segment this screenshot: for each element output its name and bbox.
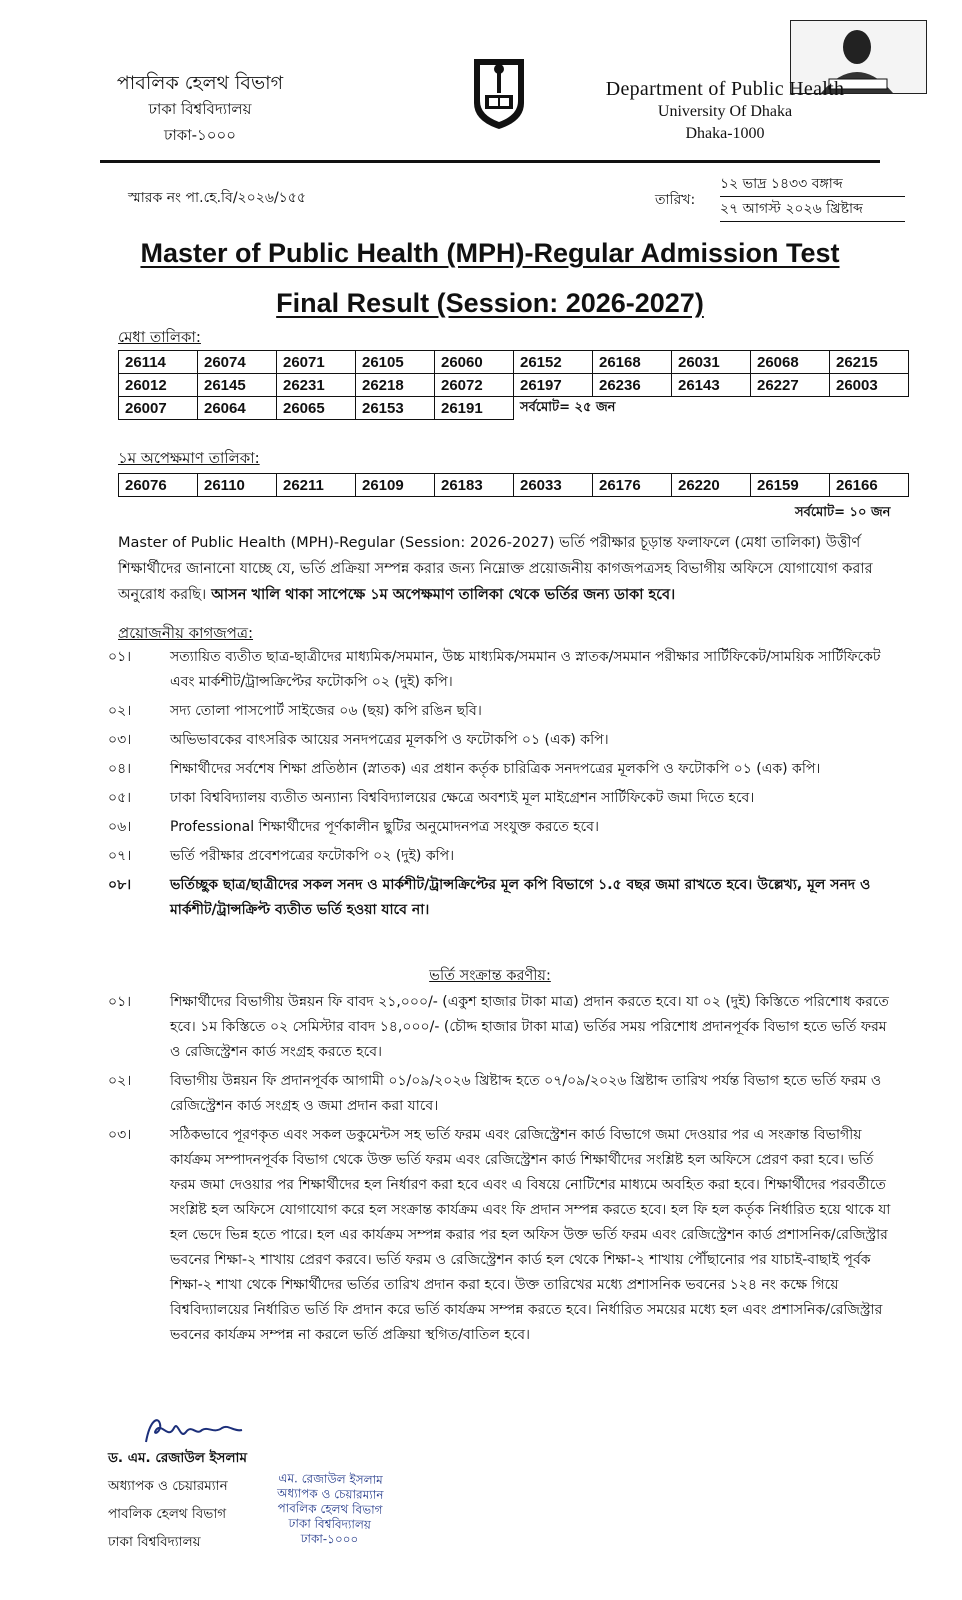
actions-list [108, 990, 898, 1352]
waiting-list-label: ১ম অপেক্ষমাণ তালিকা: [118, 449, 260, 467]
merit-list-label: মেধা তালিকা: [118, 328, 201, 346]
item-number: ০২। [108, 703, 132, 719]
waiting-cell: 26183 [435, 474, 514, 497]
item-text: Professional শিক্ষার্থীদের পূর্ণকালীন ছুটির অনুমোদনপত্র সংযুক্ত করতে হবে। [170, 819, 599, 835]
merit-cell: 26114 [119, 351, 198, 374]
waiting-cell: 26076 [119, 474, 198, 497]
header-left [100, 70, 300, 148]
list-item [108, 1069, 898, 1119]
merit-cell: 26227 [751, 374, 830, 397]
merit-cell: 26218 [356, 374, 435, 397]
merit-cell: 26168 [593, 351, 672, 374]
item-text: ঢাকা বিশ্ববিদ্যালয় ব্যতীত অন্যান্য বিশ্ববিদ্যালয়ের ক্ষেত্রে অবশ্যই মূল মাইগ্রেশন সার্টিফিকেট জমা দিতে হবে। [170, 790, 755, 806]
list-item [108, 873, 898, 923]
item-text: সত্যায়িত ব্যতীত ছাত্র-ছাত্রীদের মাধ্যমিক/সমমান, উচ্চ মাধ্যমিক/সমমান ও স্নাতক/সমমান পরীক্ষার সার্টিফিকেট/সাময়িক সার্টিফিকেট এবং মার্কশীট/ট্রান্সক্রিপ্টের ফটোকপি ০২ (দুই) কপি। [170, 649, 881, 690]
item-text: সঠিকভাবে পূরণকৃত এবং সকল ডকুমেন্টস সহ ভর্তি ফরম এবং রেজিস্ট্রেশন কার্ড বিভাগে জমা দেওয়ার পর এ সংক্রান্ত বিভাগীয় কার্যক্রম সম্পাদনপূর্বক বিভাগ থেকে উক্ত ভর্তি ফরম এবং রেজিস্ট্রেশন কার্ড শিক্ষার্থীদের সংশ্লিষ্ট হল অফিসে প্রেরণ করা হবে। ভর্তি ফরম জমা দেওয়ার পর শিক্ষার্থীদের হল নির্ধারণ করা হবে এবং এ বিষয়ে নোটিশের মাধ্যমে অবহিত করা হবে। শিক্ষার্থীদের পরবর্তীতে সংশ্লিষ্ট হল অফিসে যোগাযোগ করে হল সংক্রান্ত কার্যক্রম এবং ফি প্রদান সম্পন্ন করতে হবে। হল ফি হল কর্তৃক নির্ধারিত হয়ে থাকে যা হল ভেদে ভিন্ন হতে পারে। হল এর কার্যক্রম সম্পন্ন করার পর হল অফিস উক্ত ভর্তি ফরম এবং রেজিস্ট্রেশন কার্ড প্রশাসনিক/রেজিস্ট্রার ভবনের শিক্ষা-২ শাখায় প্রেরণ করবে। ভর্তি ফরম ও রেজিস্ট্রেশন কার্ড হল থেকে শিক্ষা-২ শাখায় পৌঁছানোর পর যাচাই-বাছাই পূর্বক শিক্ষা-২ শাখা থেকে শিক্ষার্থীদের ভর্তির তারিখ প্রদান করা হবে। উক্ত তারিখের মধ্যে প্রশাসনিক ভবনের ১২৪ নং কক্ষে গিয়ে বিশ্ববিদ্যালয়ের নির্ধারিত ভর্তি ফি প্রদান করে ভর্তি কার্যক্রম সম্পন্ন করতে হবে। নির্ধারিত সময়ের মধ্যে হল এবং প্রশাসনিক/রেজিস্ট্রার ভবনের কার্যক্রম সম্পন্ন না করলে ভর্তি প্রক্রিয়া স্থগিত/বাতিল হবে। [170, 1127, 891, 1343]
waiting-cell: 26166 [830, 474, 909, 497]
list-item [108, 786, 898, 811]
item-number: ০৮। [108, 877, 132, 893]
signatory-designation: অধ্যাপক ও চেয়ারম্যান [108, 1478, 228, 1494]
table-row [119, 474, 909, 497]
merit-cell: 26152 [514, 351, 593, 374]
date-gregorian: ২৭ আগস্ট ২০২৬ খ্রিষ্টাব্দ [720, 197, 905, 222]
item-number: ০৩। [108, 732, 132, 748]
merit-cell: 26197 [514, 374, 593, 397]
item-number: ০১। [108, 994, 132, 1010]
header-divider [100, 160, 880, 163]
item-number: ০৭। [108, 848, 132, 864]
item-text: ভর্তিচ্ছুক ছাত্র/ছাত্রীদের সকল সনদ ও মার্কশীট/ট্রান্সক্রিপ্টের মূল কপি বিভাগে ১.৫ বছর জমা রাখতে হবে। উল্লেখ্য, মূল সনদ ও মার্কশীট/ট্রান্সক্রিপ্ট ব্যতীত ভর্তি হওয়া যাবে না। [170, 877, 871, 918]
list-item [108, 844, 898, 869]
table-row [119, 351, 909, 374]
list-item [108, 990, 898, 1065]
stamp-line: পাবলিক হেলথ বিভাগ [277, 1501, 383, 1517]
merit-cell: 26074 [198, 351, 277, 374]
waiting-cell: 26176 [593, 474, 672, 497]
title-line-1: Master of Public Health (MPH)-Regular Admission Test [140, 238, 840, 268]
item-number: ০৫। [108, 790, 132, 806]
waiting-total: সর্বমোট= ১০ জন [795, 505, 891, 520]
waiting-cell: 26109 [356, 474, 435, 497]
intro-paragraph [118, 530, 893, 608]
signatory-dept: পাবলিক হেলথ বিভাগ [108, 1506, 227, 1522]
memo-number: স্মারক নং পা.হে.বি/২০২৬/১৫৫ [128, 190, 306, 206]
item-text: বিভাগীয় উন্নয়ন ফি প্রদানপূর্বক আগামী ০১/০৯/২০২৬ খ্রিষ্টাব্দ হতে ০৭/০৯/২০২৬ খ্রিষ্টাব্দ তারিখ পর্যন্ত বিভাগ হতে ভর্তি ফরম ও রেজিস্ট্রেশন কার্ড সংগ্রহ ও জমা প্রদান করা যাবে। [170, 1073, 882, 1114]
item-number: ০৬। [108, 819, 132, 835]
university-crest-icon [470, 55, 528, 131]
merit-total: সর্বমোট= ২৫ জন [520, 399, 616, 415]
merit-cell: 26060 [435, 351, 514, 374]
header-dept-en: Department of Public Health [605, 78, 845, 100]
merit-cell: 26072 [435, 374, 514, 397]
header-university-bn: ঢাকা বিশ্ববিদ্যালয় [148, 100, 252, 118]
waiting-cell: 26211 [277, 474, 356, 497]
item-text: শিক্ষার্থীদের সর্বশেষ শিক্ষা প্রতিষ্ঠান (স্নাতক) এর প্রধান কর্তৃক চারিত্রিক সনদপত্রের মূলকপি ও ফটোকপি ০১ (এক) কপি। [170, 761, 821, 777]
title-line-2: Final Result (Session: 2026-2027) [276, 288, 704, 318]
merit-cell: 26215 [830, 351, 909, 374]
waiting-cell: 26110 [198, 474, 277, 497]
header-city-bn: ঢাকা-১০০০ [163, 126, 237, 144]
waiting-cell: 26159 [751, 474, 830, 497]
merit-cell: 26064 [198, 397, 277, 420]
merit-cell: 26236 [593, 374, 672, 397]
document-title [100, 228, 880, 328]
date-label: তারিখ: [655, 192, 696, 208]
list-item [108, 1123, 898, 1348]
merit-cell: 26191 [435, 397, 514, 420]
list-item [108, 699, 898, 724]
header-dept-bn: পাবলিক হেলথ বিভাগ [116, 72, 284, 94]
waiting-list-table [118, 473, 909, 497]
signature-block [108, 1444, 247, 1556]
item-text: অভিভাবকের বাৎসরিক আয়ের সনদপত্রের মূলকপি ও ফটোকপি ০১ (এক) কপি। [170, 732, 609, 748]
merit-cell: 26007 [119, 397, 198, 420]
intro-text: Master of Public Health (MPH)-Regular (Session: 2026-2027) ভর্তি পরীক্ষার চূড়ান্ত ফলাফলে (মেধা তালিকা) উত্তীর্ণ শিক্ষার্থীদের জানানো যাচ্ছে যে, ভর্তি প্রক্রিয়া সম্পন্ন করার জন্য নিম্নোক্ত প্রয়োজনীয় কাগজপত্রসহ বিভাগীয় অফিসে যোগাযোগ করার অনুরোধ করছি। [118, 535, 873, 603]
waiting-cell: 26033 [514, 474, 593, 497]
stamp-line: এম. রেজাউল ইসলাম [278, 1471, 383, 1487]
item-text: শিক্ষার্থীদের বিভাগীয় উন্নয়ন ফি বাবদ ২১,০০০/- (একুশ হাজার টাকা মাত্র) প্রদান করতে হবে। যা ০২ (দুই) কিস্তিতে পরিশোধ করতে হবে। ১ম কিস্তিতে ০২ সেমিস্টার বাবদ ১৪,০০০/- (চৌদ্দ হাজার টাকা মাত্র) ভর্তির সময় পরিশোধ প্রদানপূর্বক বিভাগ হতে ভর্তি ফরম ও রেজিস্ট্রেশন কার্ড সংগ্রহ করতে হবে। [170, 994, 889, 1060]
item-number: ০৩। [108, 1127, 132, 1143]
header-university-en: University Of Dhaka [657, 103, 793, 120]
merit-cell: 26031 [672, 351, 751, 374]
stamp-line: অধ্যাপক ও চেয়ারম্যান [276, 1486, 384, 1502]
date-bangla: ১২ ভাদ্র ১৪৩৩ বঙ্গাব্দ [720, 172, 905, 197]
item-number: ০১। [108, 649, 132, 665]
intro-bold-text: আসন খালি থাকা সাপেক্ষে ১ম অপেক্ষমাণ তালিকা থেকে ভর্তির জন্য ডাকা হবে। [206, 587, 676, 603]
documents-list [108, 645, 898, 927]
item-text: সদ্য তোলা পাসপোর্ট সাইজের ০৬ (ছয়) কপি রঙিন ছবি। [170, 703, 482, 719]
merit-cell: 26145 [198, 374, 277, 397]
merit-cell: 26071 [277, 351, 356, 374]
actions-heading [100, 965, 880, 989]
stamp-line: ঢাকা বিশ্ববিদ্যালয় [288, 1516, 372, 1532]
merit-cell: 26012 [119, 374, 198, 397]
merit-cell: 26143 [672, 374, 751, 397]
list-item [108, 728, 898, 753]
merit-cell: 26003 [830, 374, 909, 397]
table-row [119, 397, 909, 420]
date-block [720, 172, 905, 222]
list-item [108, 645, 898, 695]
stamp-line: ঢাকা-১০০০ [300, 1531, 359, 1547]
table-row [119, 374, 909, 397]
waiting-cell: 26220 [672, 474, 751, 497]
header-right [575, 78, 875, 145]
signatory-name: ড. এম. রেজাউল ইসলাম [108, 1450, 247, 1466]
merit-cell: 26065 [277, 397, 356, 420]
item-number: ০২। [108, 1073, 132, 1089]
list-item [108, 815, 898, 840]
official-stamp [239, 1470, 420, 1548]
merit-cell: 26153 [356, 397, 435, 420]
signatory-university: ঢাকা বিশ্ববিদ্যালয় [108, 1534, 201, 1550]
actions-label: ভর্তি সংক্রান্ত করণীয়: [429, 968, 551, 984]
item-text: ভর্তি পরীক্ষার প্রবেশপত্রের ফটোকপি ০২ (দুই) কপি। [170, 848, 455, 864]
merit-cell: 26231 [277, 374, 356, 397]
merit-cell: 26105 [356, 351, 435, 374]
merit-list-table [118, 350, 909, 420]
item-number: ০৪। [108, 761, 132, 777]
header-city-en: Dhaka-1000 [685, 125, 765, 142]
list-item [108, 757, 898, 782]
merit-cell: 26068 [751, 351, 830, 374]
documents-label: প্রয়োজনীয় কাগজপত্র: [118, 624, 254, 642]
